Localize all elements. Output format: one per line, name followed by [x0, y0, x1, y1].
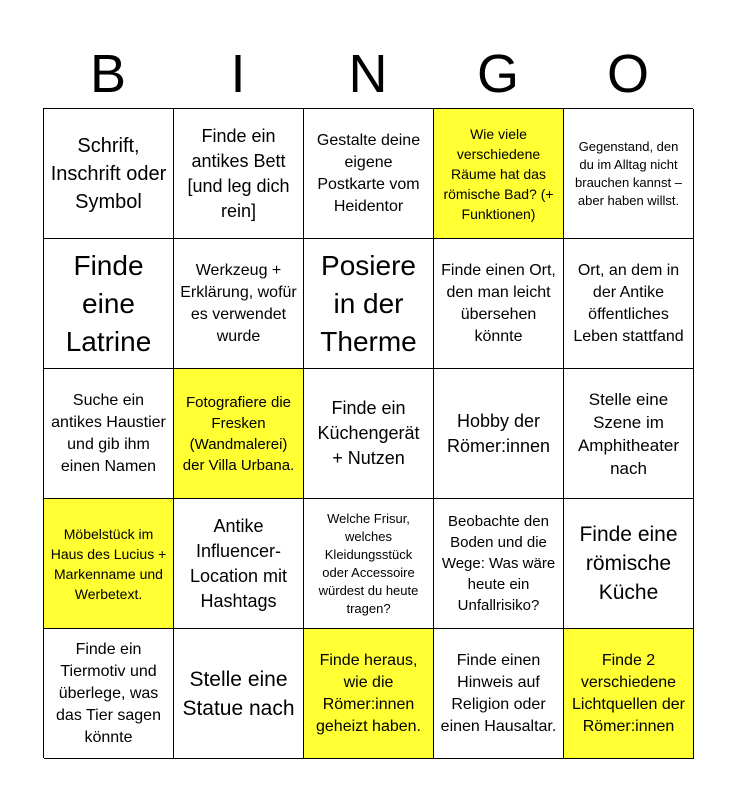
bingo-cell-1-2[interactable]: Finde ein antikes Bett [und leg dich rein]: [174, 109, 304, 239]
bingo-cell-5-3[interactable]: Finde heraus, wie die Römer:innen geheizt haben.: [304, 629, 434, 759]
bingo-cell-1-5[interactable]: Gegenstand, den du im Alltag nicht brauchen kannst – aber haben willst.: [564, 109, 694, 239]
bingo-cell-4-5[interactable]: Finde eine römische Küche: [564, 499, 694, 629]
header-letter-i: I: [230, 44, 246, 104]
bingo-cell-5-2[interactable]: Stelle eine Statue nach: [174, 629, 304, 759]
bingo-cell-2-3[interactable]: Posiere in der Therme: [304, 239, 434, 369]
bingo-cell-5-4[interactable]: Finde einen Hinweis auf Religion oder einen Hausaltar.: [434, 629, 564, 759]
header-letter-b: B: [89, 44, 127, 104]
bingo-cell-3-3[interactable]: Finde ein Küchengerät + Nutzen: [304, 369, 434, 499]
header-letter-n: N: [348, 44, 388, 104]
bingo-cell-4-1[interactable]: Möbelstück im Haus des Lucius + Markenname und Werbetext.: [44, 499, 174, 629]
bingo-cell-4-3[interactable]: Welche Frisur, welches Kleidungsstück oder Accessoire würdest du heute tragen?: [304, 499, 434, 629]
bingo-cell-1-1[interactable]: Schrift, Inschrift oder Symbol: [44, 109, 174, 239]
bingo-cell-2-1[interactable]: Finde eine Latrine: [44, 239, 174, 369]
header-letter-o: O: [606, 44, 649, 104]
header-letter-g: G: [476, 44, 519, 104]
bingo-cell-2-4[interactable]: Finde einen Ort, den man leicht übersehen könnte: [434, 239, 564, 369]
bingo-cell-5-1[interactable]: Finde ein Tiermotiv und überlege, was das Tier sagen könnte: [44, 629, 174, 759]
bingo-cell-1-3[interactable]: Gestalte deine eigene Postkarte vom Heidentor: [304, 109, 434, 239]
bingo-cell-3-2[interactable]: Fotografiere die Fresken (Wandmalerei) der Villa Urbana.: [174, 369, 304, 499]
bingo-cell-4-2[interactable]: Antike Influencer-Location mit Hashtags: [174, 499, 304, 629]
bingo-cell-3-5[interactable]: Stelle eine Szene im Amphitheater nach: [564, 369, 694, 499]
bingo-cell-2-2[interactable]: Werkzeug + Erklärung, wofür es verwendet wurde: [174, 239, 304, 369]
bingo-cell-3-1[interactable]: Suche ein antikes Haustier und gib ihm einen Namen: [44, 369, 174, 499]
bingo-header: [43, 40, 693, 108]
bingo-cell-2-5[interactable]: Ort, an dem in der Antike öffentliches Leben stattfand: [564, 239, 694, 369]
bingo-grid: [43, 108, 693, 758]
bingo-cell-5-5[interactable]: Finde 2 verschiedene Lichtquellen der Römer:innen: [564, 629, 694, 759]
bingo-cell-4-4[interactable]: Beobachte den Boden und die Wege: Was wäre heute ein Unfallrisiko?: [434, 499, 564, 629]
bingo-cell-1-4[interactable]: Wie viele verschiedene Räume hat das römische Bad? (+ Funktionen): [434, 109, 564, 239]
bingo-cell-3-4[interactable]: Hobby der Römer:innen: [434, 369, 564, 499]
